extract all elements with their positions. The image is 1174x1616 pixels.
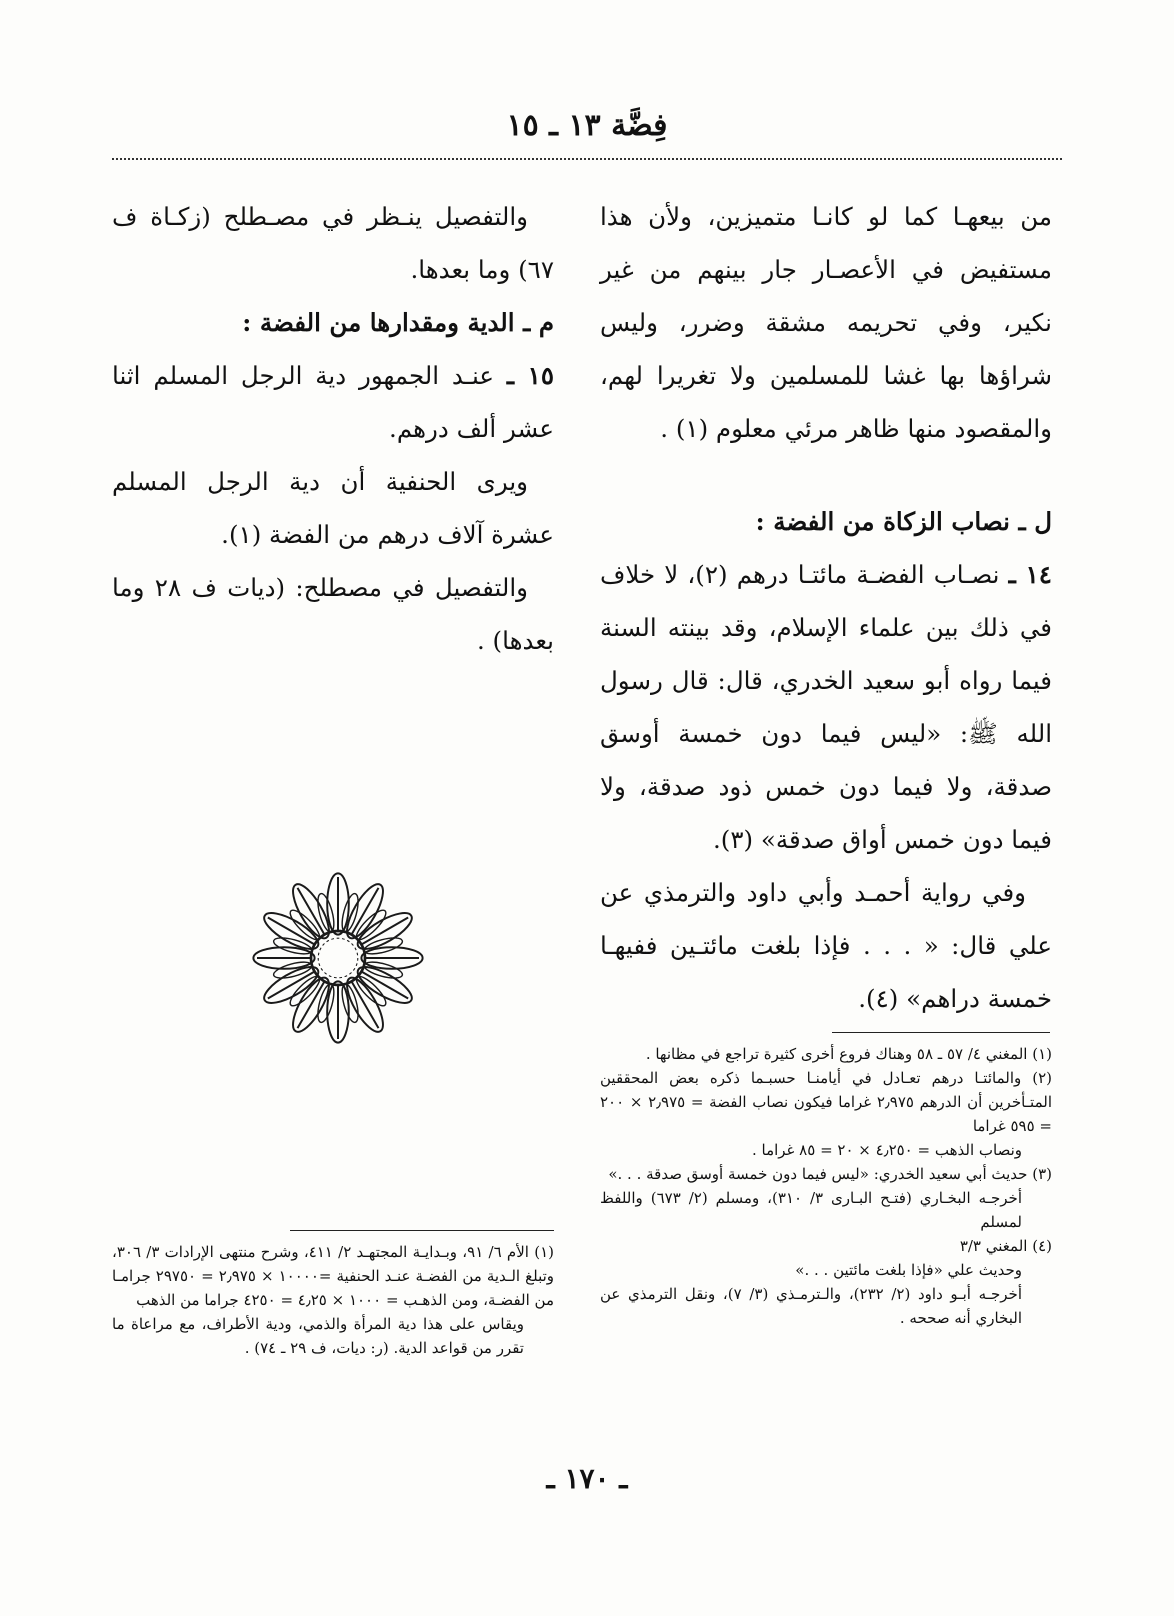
running-header: فِضَّة ١٣ ـ ١٥	[506, 108, 668, 143]
footnote-continuation: أخرجـه البخـاري (فتـح البـارى ٣/ ٣١٠)، ومسلم (٢/ ٦٧٣) واللفظ لمسلم	[600, 1189, 1022, 1231]
header-dotted-rule	[112, 158, 1062, 160]
footnote-marker: (١)	[534, 1243, 554, 1261]
footnote-marker: (١)	[1032, 1045, 1052, 1063]
footnote-text: الأم ٦/ ٩١، وبـدايـة المجتهـد ٢/ ٤١١، وشرح منتهى الإرادات ٣/ ٣٠٦، وتبلغ الـدية من الفضـة عنـد الحنفية =١٠٠٠٠ × ٢٫٩٧٥ = ٢٩٧٥٠ جرامـا من الفضـة، ومن الذهـب = ١٠٠٠ × ٤٫٢٥ = ٤٢٥٠ جراما من الذهب	[112, 1243, 555, 1309]
section-heading-m: م ـ الدية ومقدارها من الفضة :	[242, 308, 554, 337]
footnotes-right	[600, 1042, 1052, 1330]
footnote-marker: (٢)	[1032, 1069, 1052, 1087]
footnote-rule-left	[290, 1230, 554, 1231]
paragraph-hanafiya: ويرى الحنفية أن دية الرجل المسلم عشرة آلاف درهم من الفضة (١).	[112, 467, 554, 549]
section-heading-l: ل ـ نصاب الزكاة من الفضة :	[755, 507, 1052, 536]
left-column	[112, 190, 554, 667]
paragraph-tafsil-zakat: والتفصيل ينـظر في مصـطلح (زكـاة ف ٦٧) وما بعدها.	[112, 202, 554, 284]
paragraph-15-text: عنـد الجمهور دية الرجل المسلم اثنا عشر ألف درهم.	[112, 361, 554, 443]
footnote-item	[112, 1240, 554, 1312]
paragraph-sale: من بيعهـا كما لو كانـا متميزين، ولأن هذا مستفيض في الأعصـار جار بينهم من غير نكير، وفي تحريمه مشقة وضرر، وليس شراؤها بها غشا للمسلمين ولا تغريرا لهم، والمقصود منها ظاهر مرئي معلوم (١) .	[600, 202, 1052, 443]
footnote-rule-right	[832, 1032, 1050, 1033]
footnote-text: المغني ٣/٣	[959, 1237, 1028, 1255]
page-number: ـ ١٧٠ ـ	[546, 1462, 628, 1495]
paragraph-tafsil-diyat: والتفصيل في مصطلح: (ديات ف ٢٨ وما بعدها) .	[112, 573, 554, 655]
right-column	[600, 190, 1052, 1025]
footnote-continuation: ويقاس على هذا دية المرأة والذمي، ودية الأطراف، مع مراعاة ما تقرر من قواعد الدية. (ر: ديات، ف ٢٩ ـ ٧٤) .	[112, 1315, 524, 1357]
footnote-continuation: ونصاب الذهب = ٤٫٢٥٠ × ٢٠ = ٨٥ غراما .	[751, 1141, 1022, 1159]
footnote-text: والمائتـا درهم تعـادل في أيامنـا حسبـما ذكره بعض المحققين المتـأخرين أن الدرهم ٢٫٩٧٥ غراما فيكون نصاب الفضة = ٢٫٩٧٥ × ٢٠٠ = ٥٩٥ غراما	[600, 1069, 1052, 1135]
footnote-item	[600, 1162, 1052, 1186]
footnotes-left	[112, 1240, 554, 1360]
paragraph-14-text: نصـاب الفضـة مائتـا درهم (٢)، لا خلاف في ذلك بين علماء الإسلام، وقد بينته السنة فيما رواه أبو سعيد الخدري، قال: قال رسول الله ﷺ: «ليس فيما دون خمسة أوسق صدقة، ولا فيما دون خمس ذود صدقة، ولا فيما دون خمس أواق صدقة» (٣).	[600, 560, 1052, 854]
paragraph-number-15: ١٥ ـ	[506, 361, 554, 390]
footnote-marker: (٣)	[1032, 1165, 1052, 1183]
footnote-item	[600, 1234, 1052, 1258]
footnote-text: حديث أبي سعيد الخدري: «ليس فيما دون خمسة أوسق صدقة . . .»	[608, 1165, 1028, 1183]
footnote-text: المغني ٤/ ٥٧ ـ ٥٨ وهناك فروع أخرى كثيرة تراجع في مظانها .	[645, 1045, 1028, 1063]
paragraph-riwaya: وفي رواية أحمـد وأبي داود والترمذي عن علي قال: « . . . فإذا بلغت مائتـين ففيهـا خمسة دراهم» (٤).	[600, 878, 1052, 1013]
paragraph-14	[600, 548, 1052, 866]
paragraph-15	[112, 349, 554, 455]
footnote-item	[600, 1066, 1052, 1138]
footnote-marker: (٤)	[1032, 1237, 1052, 1255]
floral-ornament-icon	[248, 868, 428, 1048]
footnote-continuation: أخرجـه أبـو داود (٢/ ٢٣٢)، والـترمـذي (٣/ ٧)، ونقل الترمذي عن البخاري أنه صححه .	[600, 1285, 1022, 1327]
footnote-continuation: وحديث علي «فإذا بلغت مائتين . . .»	[795, 1261, 1022, 1279]
footnote-item	[600, 1042, 1052, 1066]
paragraph-number-14: ١٤ ـ	[1008, 560, 1052, 589]
